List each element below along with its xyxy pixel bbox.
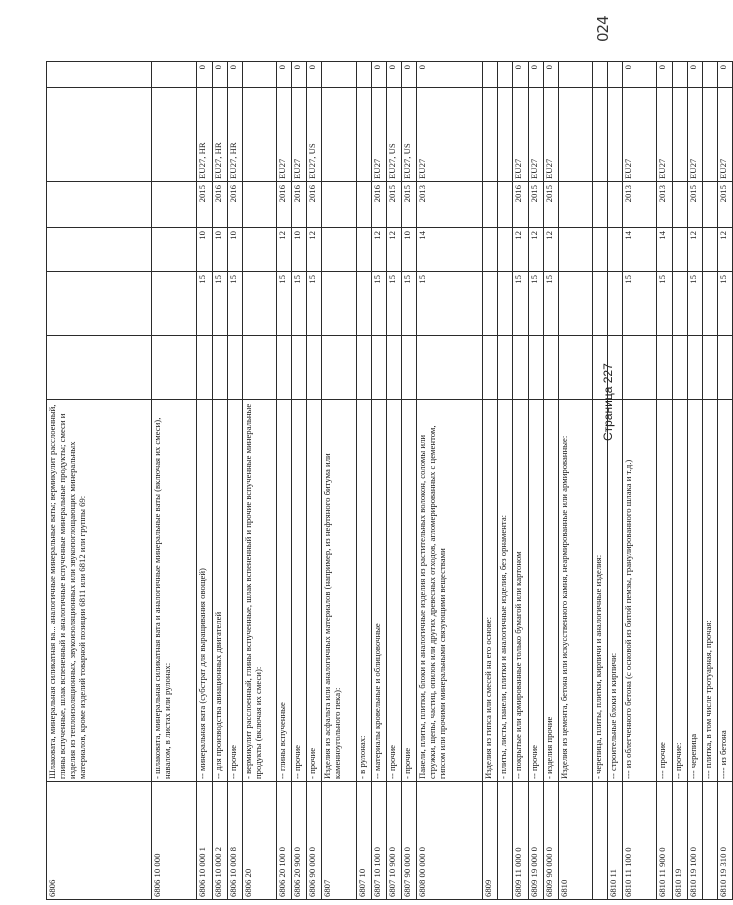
rate-base-cell: 15 xyxy=(212,272,227,336)
table-row xyxy=(593,62,608,900)
rate-base-cell: 15 xyxy=(717,272,732,336)
final-rate-cell xyxy=(47,62,152,88)
final-rate-cell xyxy=(356,62,371,88)
year-cell: 2016 xyxy=(227,182,242,228)
tariff-code-cell: 6810 11 xyxy=(608,782,623,900)
rate-base-cell: 15 xyxy=(687,272,702,336)
origin-cell: EU27, US xyxy=(401,88,416,182)
tariff-code-cell: 6806 90 000 0 xyxy=(307,782,322,900)
origin-cell xyxy=(608,88,623,182)
year-cell xyxy=(242,182,276,228)
year-cell: 2015 xyxy=(717,182,732,228)
rate-reduced-cell xyxy=(242,228,276,272)
description-cell: - шлаковата, минеральная силикатная вата и аналогичные минеральные ваты (включая их смеси), навалом, в листах или рулонах: xyxy=(152,400,197,782)
blank-cell xyxy=(513,336,528,400)
rate-reduced-cell xyxy=(593,228,608,272)
final-rate-cell xyxy=(558,62,592,88)
rate-base-cell: 15 xyxy=(307,272,322,336)
year-cell xyxy=(558,182,592,228)
final-rate-cell xyxy=(483,62,498,88)
table-row xyxy=(371,62,386,900)
rate-base-cell xyxy=(608,272,623,336)
final-rate-cell: 0 xyxy=(717,62,732,88)
rate-base-cell: 15 xyxy=(623,272,657,336)
blank-cell xyxy=(152,336,197,400)
tariff-code-cell: 6810 11 900 0 xyxy=(657,782,672,900)
description-cell: --- черепица xyxy=(687,400,702,782)
table-row xyxy=(307,62,322,900)
table-row xyxy=(657,62,672,900)
rate-reduced-cell: 12 xyxy=(717,228,732,272)
rate-base-cell: 15 xyxy=(401,272,416,336)
origin-cell: EU27, HR xyxy=(212,88,227,182)
rate-reduced-cell xyxy=(356,228,371,272)
year-cell: 2016 xyxy=(292,182,307,228)
table-row xyxy=(717,62,732,900)
table-row xyxy=(498,62,513,900)
tariff-code-cell: 6806 20 900 0 xyxy=(292,782,307,900)
description-cell: - прочие xyxy=(307,400,322,782)
origin-cell xyxy=(322,88,356,182)
tariff-code-cell xyxy=(593,782,608,900)
rate-reduced-cell: 12 xyxy=(543,228,558,272)
blank-cell xyxy=(687,336,702,400)
table-row xyxy=(672,62,687,900)
tariff-code-cell: 6810 19 310 0 xyxy=(717,782,732,900)
rate-base-cell xyxy=(498,272,513,336)
year-cell: 2016 xyxy=(307,182,322,228)
rate-reduced-cell xyxy=(152,228,197,272)
rate-reduced-cell: 12 xyxy=(513,228,528,272)
rate-reduced-cell xyxy=(483,228,498,272)
blank-cell xyxy=(386,336,401,400)
tariff-code-cell: 6807 xyxy=(322,782,356,900)
blank-cell xyxy=(416,336,483,400)
blank-cell xyxy=(197,336,212,400)
table-row xyxy=(197,62,212,900)
table-row xyxy=(687,62,702,900)
rate-reduced-cell xyxy=(672,228,687,272)
origin-cell xyxy=(356,88,371,182)
final-rate-cell xyxy=(242,62,276,88)
description-cell: Шлаковата, минеральная силикатная ва... аналогичные минеральные ваты; вермикулит расслоенный, глины вспученные, шлак вспененный и аналогичные вспученные минеральные продукты; смеси и изделия из теплоизоляционных, звукоизоляционных или звукопоглощающих минеральных материалов, кроме изделий товарной позиции 6811 или 6812 или группы 69: xyxy=(47,400,152,782)
table-row xyxy=(227,62,242,900)
final-rate-cell: 0 xyxy=(277,62,292,88)
origin-cell xyxy=(498,88,513,182)
final-rate-cell: 0 xyxy=(212,62,227,88)
origin-cell xyxy=(47,88,152,182)
description-cell: --- из облегченного бетона (с основой из битой пемзы, гранулированного шлака и т.д.) xyxy=(623,400,657,782)
blank-cell xyxy=(277,336,292,400)
final-rate-cell: 0 xyxy=(543,62,558,88)
rate-reduced-cell xyxy=(498,228,513,272)
table-row xyxy=(292,62,307,900)
origin-cell xyxy=(702,88,717,182)
tariff-table-body xyxy=(47,62,733,900)
table-row xyxy=(416,62,483,900)
rate-base-cell xyxy=(152,272,197,336)
description-cell: -- минеральная вата (субстрат для выращивания овощей) xyxy=(197,400,212,782)
rate-base-cell: 15 xyxy=(292,272,307,336)
rate-reduced-cell: 12 xyxy=(371,228,386,272)
tariff-code-cell: 6807 10 xyxy=(356,782,371,900)
final-rate-cell: 0 xyxy=(657,62,672,88)
origin-cell: EU27, HR xyxy=(227,88,242,182)
year-cell: 2016 xyxy=(277,182,292,228)
table-row xyxy=(608,62,623,900)
table-row xyxy=(47,62,152,900)
year-cell xyxy=(322,182,356,228)
blank-cell xyxy=(657,336,672,400)
final-rate-cell xyxy=(152,62,197,88)
tariff-code-cell: 6807 90 000 0 xyxy=(401,782,416,900)
tariff-code-cell: 6809 19 000 0 xyxy=(528,782,543,900)
table-row xyxy=(356,62,371,900)
rate-base-cell xyxy=(483,272,498,336)
final-rate-cell: 0 xyxy=(528,62,543,88)
tariff-code-cell: 6806 20 xyxy=(242,782,276,900)
blank-cell xyxy=(623,336,657,400)
description-cell: -- материалы кровельные и облицовочные xyxy=(371,400,386,782)
rate-reduced-cell: 10 xyxy=(212,228,227,272)
description-cell: -- прочие: xyxy=(672,400,687,782)
year-cell: 2013 xyxy=(657,182,672,228)
final-rate-cell: 0 xyxy=(307,62,322,88)
description-cell: - черепица, плиты, плитки, кирпичи и аналогичные изделия: xyxy=(593,400,608,782)
year-cell xyxy=(498,182,513,228)
description-cell: - изделия прочие xyxy=(543,400,558,782)
rate-base-cell: 15 xyxy=(513,272,528,336)
origin-cell: EU27, US xyxy=(307,88,322,182)
rate-reduced-cell: 12 xyxy=(307,228,322,272)
description-cell: -- прочие xyxy=(528,400,543,782)
rate-base-cell xyxy=(47,272,152,336)
rate-base-cell: 15 xyxy=(371,272,386,336)
rate-reduced-cell xyxy=(47,228,152,272)
table-row xyxy=(702,62,717,900)
description-cell: -- прочие xyxy=(386,400,401,782)
year-cell xyxy=(672,182,687,228)
year-cell xyxy=(356,182,371,228)
rate-reduced-cell xyxy=(558,228,592,272)
origin-cell: EU27 xyxy=(513,88,528,182)
origin-cell xyxy=(593,88,608,182)
origin-cell xyxy=(242,88,276,182)
final-rate-cell: 0 xyxy=(292,62,307,88)
tariff-code-cell xyxy=(702,782,717,900)
table-row xyxy=(277,62,292,900)
final-rate-cell: 0 xyxy=(687,62,702,88)
description-cell: -- строительные блоки и кирпичи: xyxy=(608,400,623,782)
blank-cell xyxy=(242,336,276,400)
tariff-code-cell: 6809 11 000 0 xyxy=(513,782,528,900)
origin-cell xyxy=(672,88,687,182)
origin-cell: EU27 xyxy=(687,88,702,182)
table-row xyxy=(623,62,657,900)
description-cell: -- покрытые или армированные только бумагой или картоном xyxy=(513,400,528,782)
rate-reduced-cell: 12 xyxy=(687,228,702,272)
rate-base-cell: 15 xyxy=(197,272,212,336)
year-cell: 2013 xyxy=(623,182,657,228)
page-number: Страница 227 xyxy=(601,363,615,441)
origin-cell: EU27 xyxy=(277,88,292,182)
rate-reduced-cell: 10 xyxy=(197,228,212,272)
description-cell: -- для производства авиационных двигателей xyxy=(212,400,227,782)
origin-cell: EU27 xyxy=(528,88,543,182)
description-cell: --- плитка, в том числе тротуарная, прочая: xyxy=(702,400,717,782)
tariff-code-cell: 6806 20 100 0 xyxy=(277,782,292,900)
rate-reduced-cell: 14 xyxy=(416,228,483,272)
origin-cell: EU27 xyxy=(416,88,483,182)
tariff-code-cell: 6806 10 000 xyxy=(152,782,197,900)
blank-cell xyxy=(483,336,498,400)
rate-base-cell xyxy=(593,272,608,336)
origin-cell: EU27 xyxy=(623,88,657,182)
year-cell: 2015 xyxy=(401,182,416,228)
description-cell: - прочие xyxy=(401,400,416,782)
rate-base-cell xyxy=(322,272,356,336)
origin-cell: EU27 xyxy=(717,88,732,182)
tariff-code-cell: 6808 00 000 0 xyxy=(416,782,483,900)
tariff-code-cell xyxy=(498,782,513,900)
blank-cell xyxy=(227,336,242,400)
origin-cell: EU27 xyxy=(543,88,558,182)
description-cell: - плиты, листы, панели, плитки и аналогичные изделия, без орнамента: xyxy=(498,400,513,782)
rate-reduced-cell: 10 xyxy=(227,228,242,272)
year-cell: 2013 xyxy=(416,182,483,228)
description-cell: - в рулонах: xyxy=(356,400,371,782)
year-cell xyxy=(483,182,498,228)
year-cell: 2015 xyxy=(386,182,401,228)
description-cell: ---- из бетона xyxy=(717,400,732,782)
year-cell xyxy=(593,182,608,228)
table-row xyxy=(543,62,558,900)
tariff-code-cell: 6806 10 000 2 xyxy=(212,782,227,900)
blank-cell xyxy=(322,336,356,400)
rate-reduced-cell xyxy=(322,228,356,272)
origin-cell: EU27 xyxy=(657,88,672,182)
description-cell: Изделия из асфальта или аналогичных материалов (например, из нефтяного битума или каменноугольного пека): xyxy=(322,400,356,782)
blank-cell xyxy=(307,336,322,400)
description-cell: -- прочие xyxy=(292,400,307,782)
rate-reduced-cell xyxy=(702,228,717,272)
rate-reduced-cell: 10 xyxy=(292,228,307,272)
year-cell xyxy=(47,182,152,228)
blank-cell xyxy=(212,336,227,400)
rate-base-cell xyxy=(672,272,687,336)
rate-reduced-cell: 14 xyxy=(657,228,672,272)
rate-base-cell: 15 xyxy=(416,272,483,336)
table-row xyxy=(322,62,356,900)
blank-cell xyxy=(401,336,416,400)
blank-cell xyxy=(702,336,717,400)
final-rate-cell: 0 xyxy=(197,62,212,88)
blank-cell xyxy=(356,336,371,400)
rate-base-cell xyxy=(356,272,371,336)
rate-base-cell: 15 xyxy=(277,272,292,336)
table-row xyxy=(513,62,528,900)
tariff-code-cell: 6809 xyxy=(483,782,498,900)
year-cell: 2015 xyxy=(687,182,702,228)
tariff-table xyxy=(46,61,733,900)
rate-reduced-cell xyxy=(608,228,623,272)
blank-cell xyxy=(498,336,513,400)
tariff-code-cell: 6806 xyxy=(47,782,152,900)
year-cell: 2015 xyxy=(543,182,558,228)
year-cell: 2015 xyxy=(528,182,543,228)
final-rate-cell: 0 xyxy=(401,62,416,88)
tariff-code-cell: 6810 19 100 0 xyxy=(687,782,702,900)
blank-cell xyxy=(528,336,543,400)
tariff-code-cell: 6807 10 100 0 xyxy=(371,782,386,900)
blank-cell xyxy=(47,336,152,400)
table-row xyxy=(483,62,498,900)
table-row xyxy=(528,62,543,900)
rate-reduced-cell: 14 xyxy=(623,228,657,272)
rate-base-cell xyxy=(702,272,717,336)
rate-reduced-cell: 12 xyxy=(386,228,401,272)
rate-base-cell xyxy=(242,272,276,336)
tariff-code-cell: 6806 10 000 1 xyxy=(197,782,212,900)
origin-cell: EU27, HR xyxy=(197,88,212,182)
table-row xyxy=(152,62,197,900)
rate-base-cell xyxy=(558,272,592,336)
origin-cell xyxy=(152,88,197,182)
tariff-code-cell: 6806 10 000 8 xyxy=(227,782,242,900)
blank-cell xyxy=(543,336,558,400)
tariff-code-cell: 6807 10 900 0 xyxy=(386,782,401,900)
tariff-code-cell: 6810 xyxy=(558,782,592,900)
final-rate-cell xyxy=(702,62,717,88)
blank-cell xyxy=(717,336,732,400)
origin-cell xyxy=(558,88,592,182)
rate-base-cell: 15 xyxy=(528,272,543,336)
final-rate-cell xyxy=(322,62,356,88)
year-cell xyxy=(152,182,197,228)
final-rate-cell: 0 xyxy=(371,62,386,88)
rate-reduced-cell: 10 xyxy=(401,228,416,272)
year-cell: 2016 xyxy=(513,182,528,228)
year-cell: 2016 xyxy=(212,182,227,228)
final-rate-cell: 0 xyxy=(416,62,483,88)
year-cell xyxy=(608,182,623,228)
blank-cell xyxy=(558,336,592,400)
year-cell: 2015 xyxy=(197,182,212,228)
description-cell: Панели, плиты, плитки, блоки и аналогичные изделия из растительных волокон, соломы или стружки, щепы, частиц, опилок или других древесных отходов, агломерированных с цементом, гипсом или прочими минеральными связующими веществами xyxy=(416,400,483,782)
description-cell: - вермикулит расслоенный, глины вспученные, шлак вспененный и прочие вспученные минеральные продукты (включая их смеси): xyxy=(242,400,276,782)
rate-reduced-cell: 12 xyxy=(528,228,543,272)
tariff-code-cell: 6809 90 000 0 xyxy=(543,782,558,900)
description-cell: -- глины вспученные xyxy=(277,400,292,782)
year-cell: 2016 xyxy=(371,182,386,228)
handwritten-page-number: 024 xyxy=(594,16,612,42)
rate-base-cell: 15 xyxy=(543,272,558,336)
origin-cell: EU27 xyxy=(292,88,307,182)
description-cell: Изделия из гипса или смесей на его основе: xyxy=(483,400,498,782)
tariff-code-cell: 6810 11 100 0 xyxy=(623,782,657,900)
final-rate-cell: 0 xyxy=(386,62,401,88)
rate-reduced-cell: 12 xyxy=(277,228,292,272)
blank-cell xyxy=(371,336,386,400)
final-rate-cell: 0 xyxy=(623,62,657,88)
final-rate-cell xyxy=(672,62,687,88)
year-cell xyxy=(702,182,717,228)
blank-cell xyxy=(292,336,307,400)
origin-cell: EU27, US xyxy=(386,88,401,182)
description-cell: Изделия из цемента, бетона или искусственного камня, неармированные или армированные: xyxy=(558,400,592,782)
blank-cell xyxy=(672,336,687,400)
final-rate-cell xyxy=(608,62,623,88)
rate-base-cell: 15 xyxy=(227,272,242,336)
origin-cell: EU27 xyxy=(371,88,386,182)
rate-base-cell: 15 xyxy=(386,272,401,336)
tariff-code-cell: 6810 19 xyxy=(672,782,687,900)
description-cell: --- прочие xyxy=(657,400,672,782)
origin-cell xyxy=(483,88,498,182)
final-rate-cell: 0 xyxy=(513,62,528,88)
final-rate-cell xyxy=(498,62,513,88)
table-row xyxy=(558,62,592,900)
table-row xyxy=(401,62,416,900)
description-cell: -- прочие xyxy=(227,400,242,782)
rate-base-cell: 15 xyxy=(657,272,672,336)
final-rate-cell xyxy=(593,62,608,88)
final-rate-cell: 0 xyxy=(227,62,242,88)
table-row xyxy=(242,62,276,900)
table-row xyxy=(386,62,401,900)
table-row xyxy=(212,62,227,900)
